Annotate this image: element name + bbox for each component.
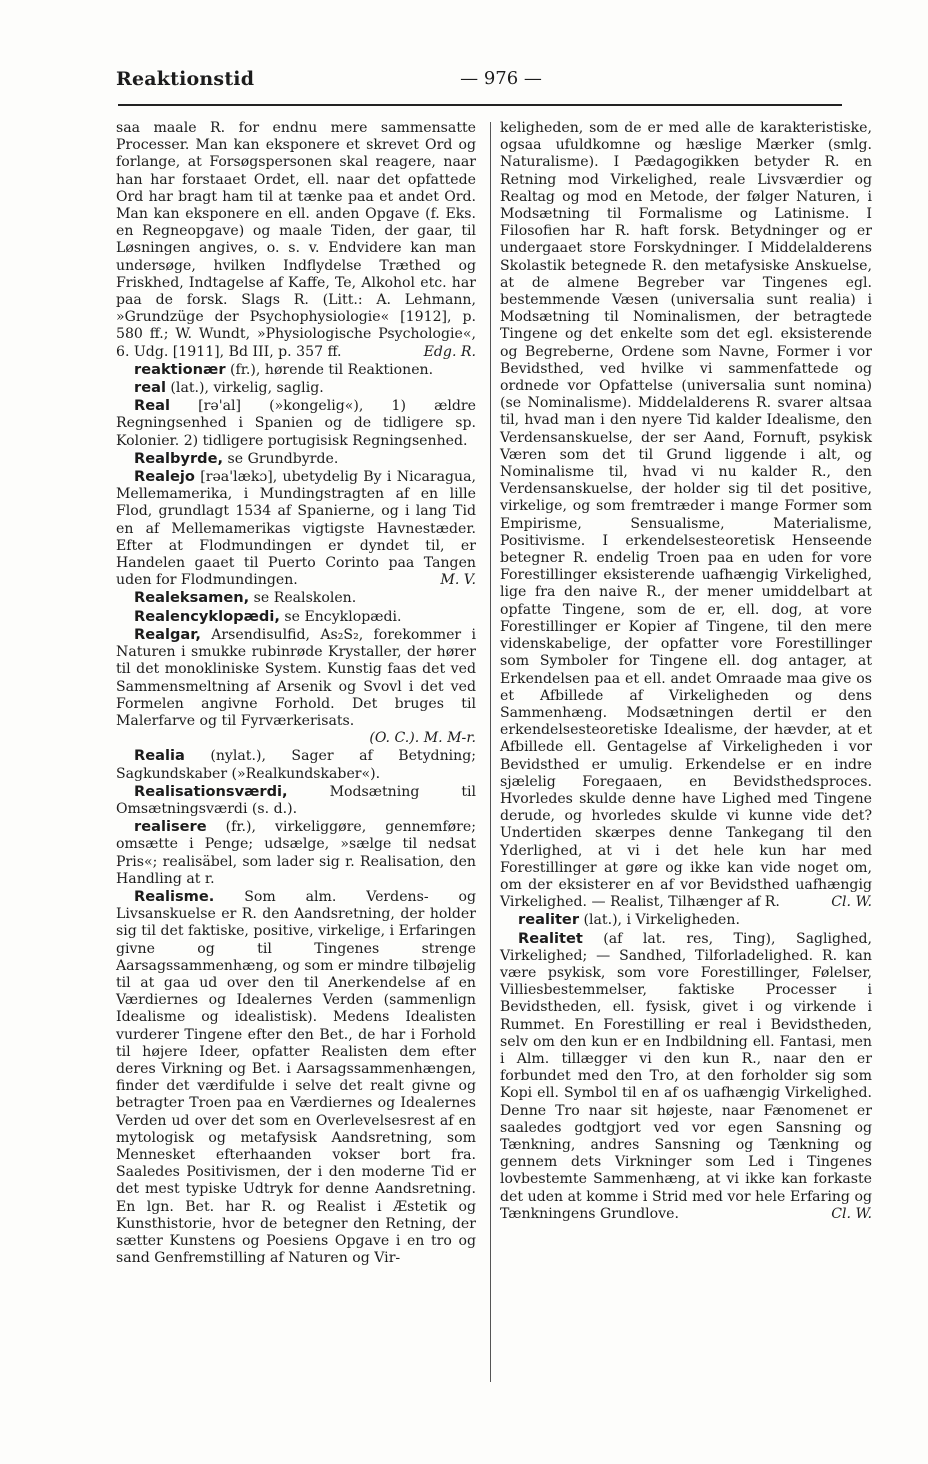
entry: Realitet (af lat. res, Ting), Saglighed, Virkelighed; — Sandhed, Tilforladelighed. R. kan være psykisk, som vore Forestillinger, Følelser, Villiesbestemmelser, faktiske Processer i Bevidstheden, ell. fysisk, givet i og virkende i Rummet. En Forestilling er real i Bevidstheden, selv om den kun er en Indbildning ell. Fantasi, men i Alm. tillægger vi den kun R., naar den er forbundet med den Tro, at den forholder sig som Kopi ell. Symbol til en af os uafhængig Virkelighed. Denne Tro naar sit højeste, naar Fænomenet er saaledes godtgjort ved vor egen Sansning og Tænkning, andres Sansning og Tænkning og gennem dets Virkninger som Led i Tingenes lovbestemte Sammenhæng, at vi ikke kan forkaste det uden at komme i Strid med vor hele Erfaring og Tænkningens Grundlove. Cl. W. bbox=[500, 929, 872, 1222]
entry: Realbyrde, se Grundbyrde. bbox=[134, 449, 339, 467]
entry: reaktionær (fr.), hørende til Reaktionen. bbox=[134, 360, 434, 378]
entry: Real [rə'al] (»kongelig«), 1) ældre Regningsenhed i Spanien og de tidligere sp. Kolonier. 2) tidligere portugisisk Regningsenhed. bbox=[116, 397, 476, 449]
headword: Realisme. bbox=[134, 887, 215, 905]
signature: Cl. W. bbox=[831, 1205, 872, 1222]
headword: Realitet bbox=[518, 929, 583, 947]
headword: Realeksamen, bbox=[134, 589, 250, 607]
column-divider bbox=[490, 122, 491, 1382]
headword: Realbyrde, bbox=[134, 449, 224, 467]
continued-paragraph: saa maale R. for endnu mere sammensatte Processer. Man kan eksponere et skrevet Ord og forlange, at Forsøgspersonen skal reagere, naar han har forstaaet Ordet, ell. naar det opfattede Ord har bragt ham til at tænke paa et andet Ord. Man kan eksponere en ell. anden Opgave (f. Eks. en Regneopgave) og maale Tiden, der gaar, til Løsningen angives, o. s. v. Endvidere kan man undersøge, hvilken Indflydelse Træthed og Friskhed, Indtagelse af Kaffe, Te, Alkohol etc. har paa de forsk. Slags R. (Litt.: A. Lehmann, »Grundzüge der Psychophysiologie« [1912], p. 580 ff.; W. Wundt, »Physiologische Psychologie«, 6. Udg. [1911], Bd III, p. 357 ff. Edg. R. bbox=[116, 120, 476, 360]
entry: Realisme. Som alm. Verdens- og Livsanskuelse er R. den Aandsretning, der holder sig til det faktiske, positive, virkelige, i Erfaringen givne og til Tingenes strenge Aarsagssammenhæng, og som er mindre tilbøjelig til at gaa ud over den til Anerkendelse af en Værdiernes og Idealernes Verden (sammenlign Idealisme og idealistisk). Medens Idealisten vurderer Tingene efter den Bet., de har i Forhold til højere Ideer, opfatter Realisten dem efter deres Virkning og Bet. i Aarsagssammenhængen, finder det værdifulde i selve det realt givne og betragter Troen paa en Værdiernes og Idealernes Verden ud over det som en Overlevelsesrest af en mytologisk og metafysisk Aandsretning, som Mennesket efterhaanden vokser bort fra. Saaledes Positivismen, der i den moderne Tid er det mest typiske Udtryk for denne Aandsretning. En lgn. Bet. har R. og Realist i Æstetik og Kunsthistorie, hvor de betegner den Retning, der sætter Kunstens og Poesiens Opgave i en tro og sand Genfremstilling af Naturen og Vir- bbox=[116, 887, 476, 1267]
headword: realiter bbox=[518, 911, 580, 929]
running-head-word: Reaktionstid bbox=[116, 68, 255, 90]
entry: Realencyklopædi, se Encyklopædi. bbox=[134, 607, 402, 625]
page-header bbox=[116, 68, 846, 98]
headword: Realejo bbox=[134, 468, 195, 486]
headword: Realencyklopædi, bbox=[134, 607, 280, 625]
entry: realiter (lat.), i Virkeligheden. bbox=[518, 911, 740, 929]
right-column bbox=[500, 120, 872, 1223]
headword: Realia bbox=[134, 747, 185, 765]
headword: realisere bbox=[134, 818, 207, 836]
header-rule bbox=[118, 104, 842, 106]
entry: real (lat.), virkelig, saglig. bbox=[134, 379, 324, 397]
headword: Real bbox=[134, 397, 170, 415]
entry: Realgar, Arsendisulfid, As₂S₂, forekommer i Naturen i smukke rubinrøde Krystaller, der hører til det monokliniske System. Kunstig faas det ved Sammensmeltning af Arsenik og Svovl i det ved Formelen angivne Forhold. Det bruges til Malerfarve og til Fyrværkerisats. (O. C.). M. M-r. bbox=[116, 625, 476, 747]
headword: reaktionær bbox=[134, 360, 226, 378]
continued-paragraph: keligheden, som de er med alle de karakteristiske, ogsaa ufuldkomne og hæslige Mærker (smlg. Naturalisme). I Pædagogikken betyder R. en Retning mod Virkelighed, reale Livsværdier og Realtag og mod en Metode, der følger Naturen, i Modsætning til Formalisme og Latinisme. I Filosofien har R. haft forsk. Betydninger og er undergaaet store Forskydninger. I Middelalderens Skolastik betegnede R. den metafysiske Anskuelse, at de almene Begreber var Tingenes egl. bestemmende Væsen (universalia sunt realia) i Modsætning til Nominalismen, der betragtede Tingene og det enkelte som det egl. eksisterende og Begreberne, Ordene som Navne, Former i vor Bevidsthed, ved hvilke vi sammenfattede og ordnede vor Opfattelse (universalia sunt nomina) (se Nominalisme). Middelalderens R. svarer altsaa til, hvad man i den nyere Tid kalder Idealisme, den Verdensanskuelse, der ser Aand, Fornuft, psykisk Væren som det til Grund liggende i alt, og Nominalisme til, hvad vi nu kalder R., den Verdensanskuelse, der holder sig til det positive, virkelige, og som fremtræder i mange Former som Empirisme, Sensualisme, Materialisme, Positivisme. I erkendelsesteoretisk Henseende betegner R. endelig Troen paa en uden for vore Forestillinger eksisterende uafhængig Virkelighed, lige fra den naive R., der mener umiddelbart at opfatte Tingene, som de er, ell. dog, at vore Forestillinger er Kopier af Tingene, til den mere videnskabelige, der opfatter vore Forestillinger som Symboler for Tingene ell. dog antager, at Erkendelsen paa et ell. andet Omraade maa give os et Afbillede af Virkeligheden og dens Sammenhæng. Modsætningen dertil er den erkendelsesteoretiske Idealisme, der hævder, at et Afbillede ell. Gentagelse af Virkeligheden i vor Bevidsthed er umulig. Erkendelse er en indre sjælelig Foregaaen, en Bevidsthedsproces. Hvorledes skulde denne have Lighed med Tingene derude, og hvorledes skulde vi kunne vide det? Undertiden skærpes denne Tankegang til den Yderlighed, at vi i det hele kun har med Forestillinger at gøre og ikke kan vide noget om, om der eksisterer en af vor Bevidsthed uafhængig Virkelighed. — Realist, Tilhænger af R. Cl. W. bbox=[500, 120, 872, 911]
signature: (O. C.). M. M-r. bbox=[369, 730, 476, 747]
left-column bbox=[116, 120, 476, 1267]
entry: Realeksamen, se Realskolen. bbox=[134, 589, 357, 607]
headword: real bbox=[134, 379, 166, 397]
page-number: — 976 — bbox=[460, 68, 542, 89]
entry: Realejo [rəa'lækɔ], ubetydelig By i Nicaragua, Mellemamerika, i Mundingstragten af en lille Flod, grundlagt 1534 af Spanierne, og i lang Tid en af Mellemamerikas vigtigste Havnestæder. Efter at Flodmundingen er dyndet til, er Handelen gaaet til Puerto Corinto paa Tangen uden for Flodmundingen. M. V. bbox=[116, 468, 476, 589]
headword: Realisationsværdi, bbox=[134, 782, 288, 800]
entry: Realisationsværdi, Modsætning til Omsætningsværdi (s. d.). bbox=[116, 782, 476, 817]
signature: Cl. W. bbox=[831, 894, 872, 911]
entry: Realia (nylat.), Sager af Betydning; Sagkundskaber (»Realkundskaber«). bbox=[116, 747, 476, 782]
signature: Edg. R. bbox=[423, 343, 476, 360]
entry: realisere (fr.), virkeliggøre, gennemføre; omsætte i Penge; udsælge, »sælge til nedsat Pris«; realisäbel, som lader sig r. Realisation, den Handling at r. bbox=[116, 818, 476, 887]
headword: Realgar, bbox=[134, 625, 201, 643]
signature: M. V. bbox=[440, 572, 476, 589]
